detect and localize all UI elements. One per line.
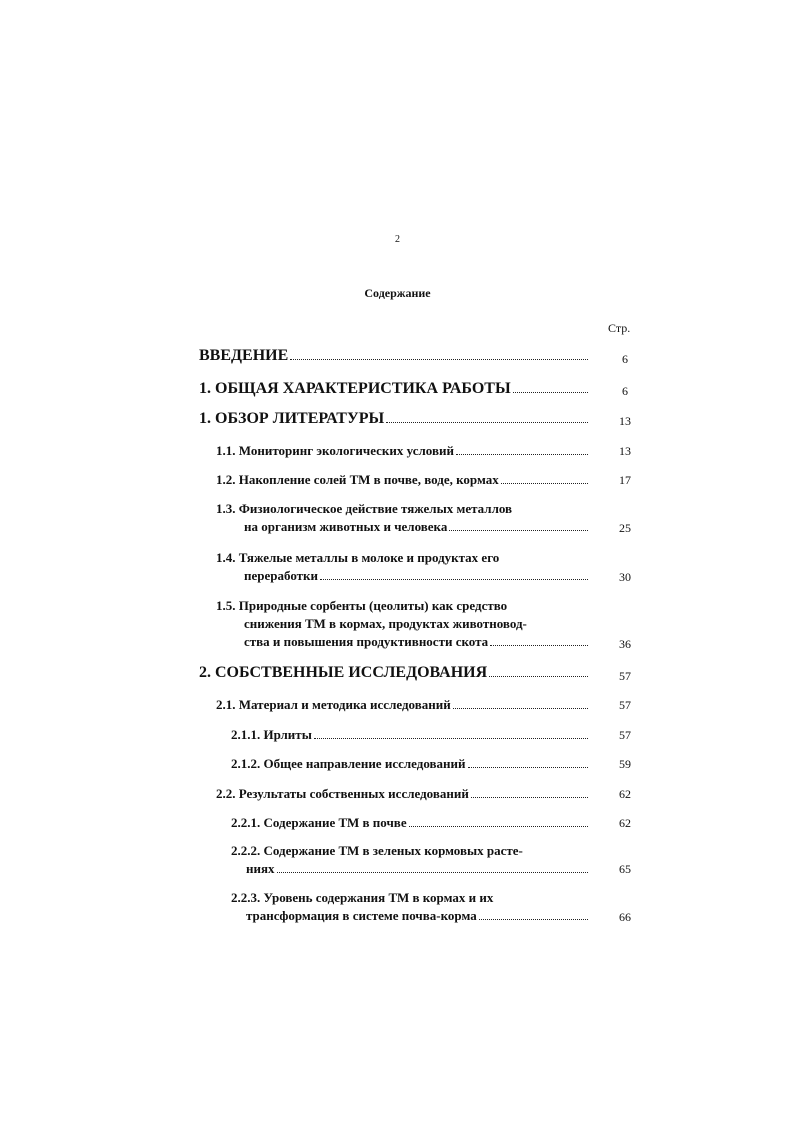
toc-entry-1-2: 1.2. Накопление солей ТМ в почве, воде, кормах xyxy=(216,471,588,489)
toc-entry-section-2: 2. СОБСТВЕННЫЕ ИССЛЕДОВАНИЯ xyxy=(199,664,588,682)
table-of-contents-title: Содержание xyxy=(364,286,431,300)
toc-entry-1-4: 1.4. Тяжелые металлы в молоке и продуктах его переработки xyxy=(216,549,588,585)
dot-leader xyxy=(456,442,588,455)
toc-entry-2-1: 2.1. Материал и методика исследований xyxy=(216,696,588,714)
dot-leader xyxy=(386,410,588,423)
dot-leader xyxy=(513,380,588,393)
toc-page-number: 66 xyxy=(619,910,631,924)
dot-leader xyxy=(277,860,588,873)
toc-entry-2-2-1: 2.2.1. Содержание ТМ в почве xyxy=(231,814,588,832)
dot-leader xyxy=(449,518,588,531)
dot-leader xyxy=(479,907,588,920)
toc-page-number: 62 xyxy=(619,787,631,801)
toc-page-number: 6 xyxy=(622,384,628,398)
toc-entry-2-2-3: 2.2.3. Уровень содержания ТМ в кормах и их трансформация в системе почва-корма xyxy=(231,889,588,925)
dot-leader xyxy=(409,814,588,827)
toc-entry-2-1-2: 2.1.2. Общее направление исследований xyxy=(231,755,588,773)
toc-entry-1-3: 1.3. Физиологическое действие тяжелых металлов на организм животных и человека xyxy=(216,500,588,536)
page-number: 2 xyxy=(395,234,400,245)
toc-page-number: 17 xyxy=(619,473,631,487)
toc-page-number: 36 xyxy=(619,637,631,651)
dot-leader xyxy=(490,633,588,646)
toc-entry-2-1-1: 2.1.1. Ирлиты xyxy=(231,726,588,744)
toc-entry-2-2-2: 2.2.2. Содержание ТМ в зеленых кормовых расте- ниях xyxy=(231,842,588,878)
toc-page-number: 57 xyxy=(619,728,631,742)
dot-leader xyxy=(453,696,588,709)
toc-page-number: 57 xyxy=(619,669,631,683)
dot-leader xyxy=(471,785,588,798)
toc-page-number: 62 xyxy=(619,816,631,830)
dot-leader xyxy=(501,471,588,484)
toc-entry-2-2: 2.2. Результаты собственных исследований xyxy=(216,785,588,803)
toc-page-number: 65 xyxy=(619,862,631,876)
dot-leader xyxy=(489,664,588,677)
dot-leader xyxy=(468,755,589,768)
toc-page-number: 6 xyxy=(622,352,628,366)
toc-page-number: 13 xyxy=(619,414,631,428)
toc-page-number: 30 xyxy=(619,570,631,584)
toc-entry-1-1: 1.1. Мониторинг экологических условий xyxy=(216,442,588,460)
toc-entry-1-5: 1.5. Природные сорбенты (цеолиты) как средство снижения ТМ в кормах, продуктах животновод- ства и повышения продуктивности скота xyxy=(216,597,588,651)
toc-entry-section-1-general: 1. ОБЩАЯ ХАРАКТЕРИСТИКА РАБОТЫ xyxy=(199,380,588,398)
toc-entry-introduction: ВВЕДЕНИЕ xyxy=(199,347,588,365)
toc-entry-section-1-literature: 1. ОБЗОР ЛИТЕРАТУРЫ xyxy=(199,410,588,428)
toc-page-number: 25 xyxy=(619,521,631,535)
dot-leader xyxy=(290,347,588,360)
page-column-label: Стр. xyxy=(608,321,631,335)
dot-leader xyxy=(320,567,588,580)
toc-page-number: 59 xyxy=(619,757,631,771)
toc-page-number: 13 xyxy=(619,444,631,458)
dot-leader xyxy=(314,726,588,739)
toc-page-number: 57 xyxy=(619,698,631,712)
